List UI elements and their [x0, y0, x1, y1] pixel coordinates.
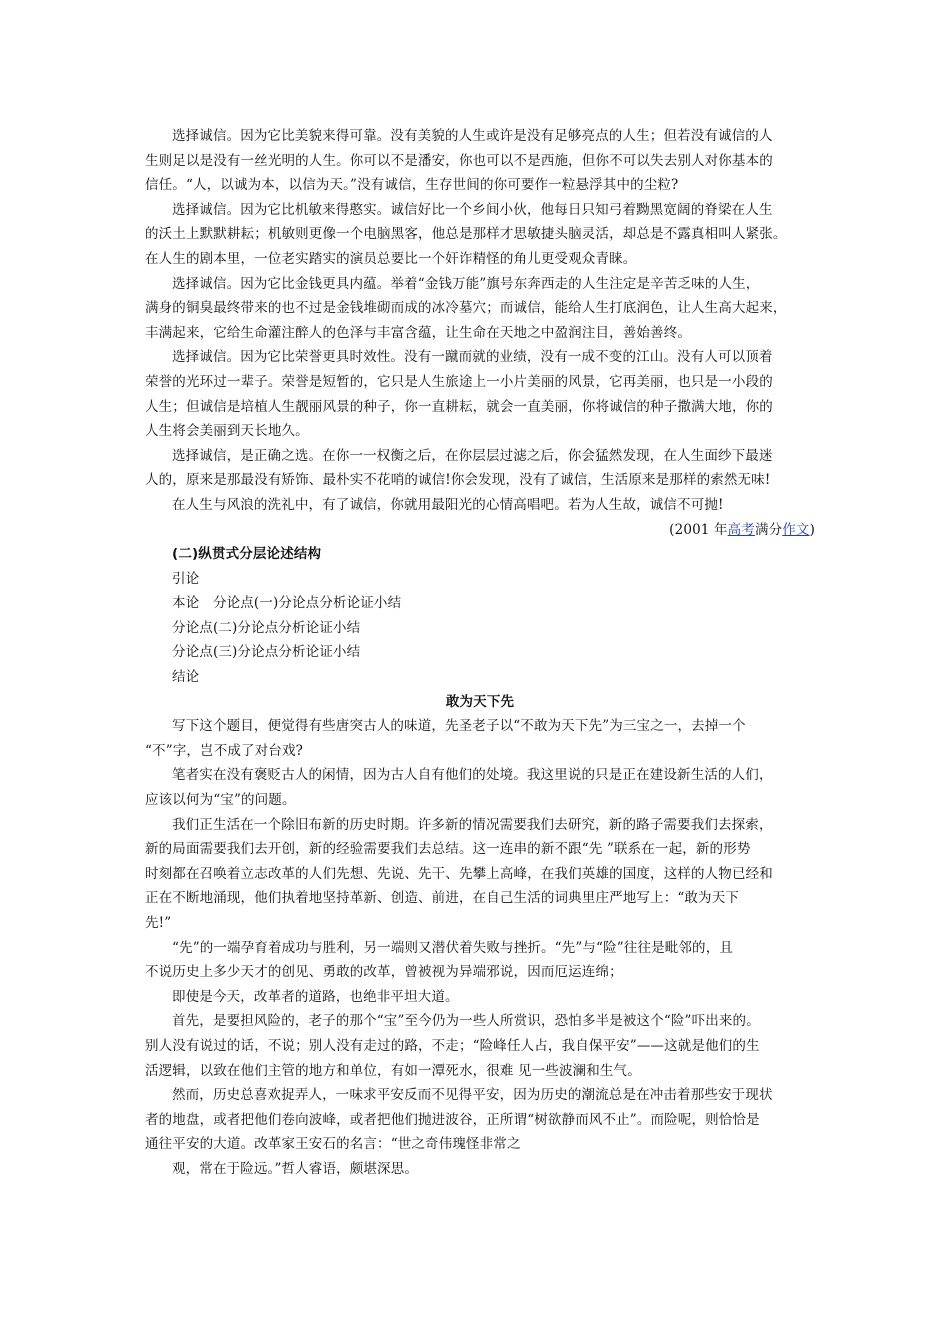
text-line: 通往平安的大道。改革家王安石的名言：“世之奇伟瑰怪非常之 [145, 1136, 521, 1153]
text-line: 写下这个题目，便觉得有些唐突古人的味道，先圣老子以“不敢为天下先”为三宝之一，去掉一个 [172, 718, 746, 735]
outline-item: 分论点(三)分论点分析论证小结 [172, 644, 361, 661]
section-heading: (二)纵贯式分层论述结构 [172, 546, 322, 563]
text-line: 不说历史上多少天才的创见、勇敢的改革，曾被视为异端邪说，因而厄运连绵； [145, 964, 623, 981]
paragraph [145, 1009, 815, 1083]
outline-item: 本论 分论点(一)分论点分析论证小结 [172, 595, 402, 612]
paragraph [145, 714, 815, 763]
text-line: 观，常在于险远。”哲人睿语，颇堪深思。 [172, 1160, 419, 1177]
text-line: 别人没有说过的话，不说；别人没有走过的路，不走；“险峰任人占，我自保平安”——这就是他们的生 [145, 1037, 760, 1054]
paragraph [145, 198, 815, 272]
paragraph [145, 813, 815, 936]
essay-title: 敢为天下先 [445, 693, 515, 710]
text-line: 时刻都在召唤着立志改革的人们先想、先说、先干、先攀上高峰，在我们英雄的国度，这样的人物已经和 [145, 865, 773, 882]
text-line: “不”字，岂不成了对台戏? [145, 742, 303, 759]
paragraph [145, 272, 815, 346]
text-line: 选择诚信。因为它比荣誉更具时效性。没有一蹴而就的业绩，没有一成不变的江山。没有人可以顶着 [172, 349, 773, 366]
document-content [145, 124, 815, 1182]
outline-item: 分论点(二)分论点分析论证小结 [172, 619, 361, 636]
text-line: 新的局面需要我们去开创，新的经验需要我们去总结。这一连串的新不跟“先 ”联系在一起，新的形势 [145, 841, 751, 858]
text-line: 满身的铜臭最终带来的也不过是金钱堆砌而成的冰冷墓穴；而诚信，能给人生打底润色，让人生高大起来， [145, 300, 787, 317]
text-line: 者的地盘，或者把他们卷向波峰，或者把他们抛进波谷，正所谓“树欲静而风不止”。而险呢，则恰恰是 [145, 1111, 760, 1128]
text-line: 正在不断地涌现，他们执着地坚持革新、创造、前进，在自己生活的词典里庄严地写上：“敢为天下 [145, 890, 739, 907]
text-line: 然而，历史总喜欢捉弄人，一味求平安反而不见得平安，因为历史的潮流总是在冲击着那些安于现状 [172, 1087, 773, 1104]
text-line: 选择诚信。因为它比金钱更具内蕴。举着“金钱万能”旗号东奔西走的人生注定是辛苦乏味的人生， [172, 275, 760, 292]
text-line: 人的，原来是那最没有矫饰、最朴实不花哨的诚信!你会发现，没有了诚信，生活原来是那样的索然无味! [145, 472, 771, 489]
essay-honesty [145, 124, 815, 542]
text-line: 我们正生活在一个除旧布新的历史时期。许多新的情况需要我们去研究，新的路子需要我们去探索， [172, 816, 773, 833]
text-line: “先”的一端孕育着成功与胜利，另一端则又潜伏着失败与挫折。“先”与“险”往往是毗邻的，且 [172, 939, 734, 956]
text-line: 即使是今天，改革者的道路，也绝非平坦大道。 [172, 988, 459, 1005]
paragraph [145, 763, 815, 812]
source-citation [145, 518, 815, 543]
text-line: 荣誉的光环过一辈子。荣誉是短暂的，它只是人生旅途上一小片美丽的风景，它再美丽，也只是一小段的 [145, 373, 773, 390]
paragraph [145, 985, 815, 1010]
text-line: 人生；但诚信是培植人生靓丽风景的种子，你一直耕耘，就会一直美丽，你将诚信的种子撒满大地，你的 [145, 398, 773, 415]
paragraph [145, 493, 815, 518]
text-line: 生则足以是没有一丝光明的人生。你可以不是潘安，你也可以不是西施，但你不可以失去别人对你基本的 [145, 152, 773, 169]
text-line: 先!” [145, 915, 172, 931]
text-line: 选择诚信。因为它比美貌来得可靠。没有美貌的人生或许是没有足够亮点的人生；但若没有诚信的人 [172, 128, 773, 144]
structure-section [145, 542, 815, 690]
text-line: 信任。“人，以诚为本，以信为天。”没有诚信，生存世间的你可要作一粒悬浮其中的尘粒? [145, 177, 679, 194]
text-line: 笔者实在没有褒贬古人的闲情，因为古人自有他们的处境。我这里说的只是正在建设新生活的人们， [172, 767, 773, 784]
essay-link[interactable]: 作文 [782, 521, 810, 538]
outline-item: 引论 [172, 570, 200, 587]
paragraph [145, 936, 815, 985]
text-line: 首先，是要担风险的，老子的那个“宝”至今仍为一些人所赏识，恐怕多半是被这个“险”吓出来的。 [172, 1013, 760, 1030]
paragraph [145, 444, 815, 493]
text-line: 活逻辑，以致在他们主管的地方和单位，有如一潭死水，很难 见一些波澜和生气。 [145, 1062, 641, 1079]
source-middle: 满分 [754, 521, 783, 538]
paragraph [145, 1157, 815, 1182]
gaokao-link[interactable]: 高考 [727, 521, 755, 538]
paragraph [145, 345, 815, 443]
text-line: 应该以何为“宝”的问题。 [145, 792, 296, 809]
source-prefix: (2001 年 [669, 521, 728, 538]
text-line: 在人生与风浪的洗礼中，有了诚信，你就用最阳光的心情高唱吧。若为人生故，诚信不可抛! [172, 496, 724, 513]
essay-dare-to-lead [145, 690, 815, 1182]
text-line: 丰满起来，它给生命灌注醉人的色泽与丰富含蕴，让生命在天地之中盈润注目，善始善终。 [145, 324, 691, 341]
source-suffix: ) [809, 521, 815, 538]
paragraph [145, 124, 815, 198]
outline-item: 结论 [172, 669, 200, 686]
text-line: 的沃土上默默耕耘；机敏则更像一个电脑黑客，他总是那样才思敏捷头脑灵活，却总是不露真相叫人紧张。 [145, 226, 787, 243]
text-line: 人生将会美丽到天长地久。 [145, 423, 309, 440]
text-line: 在人生的剧本里，一位老实踏实的演员总要比一个奸诈精怪的角儿更受观众青睐。 [145, 250, 637, 267]
text-line: 选择诚信。因为它比机敏来得憨实。诚信好比一个乡间小伙，他每日只知弓着黝黑宽阔的脊梁在人生 [172, 201, 773, 218]
paragraph [145, 1083, 815, 1157]
text-line: 选择诚信，是正确之选。在你一一权衡之后，在你层层过滤之后，你会猛然发现，在人生面纱下最迷 [172, 447, 773, 464]
